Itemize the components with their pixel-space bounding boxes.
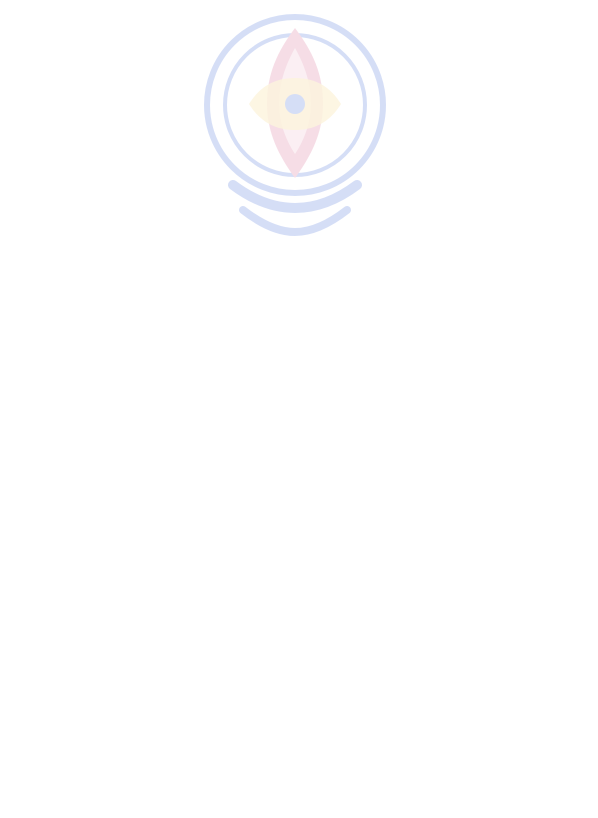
watermark-emblem-icon [195, 0, 395, 250]
